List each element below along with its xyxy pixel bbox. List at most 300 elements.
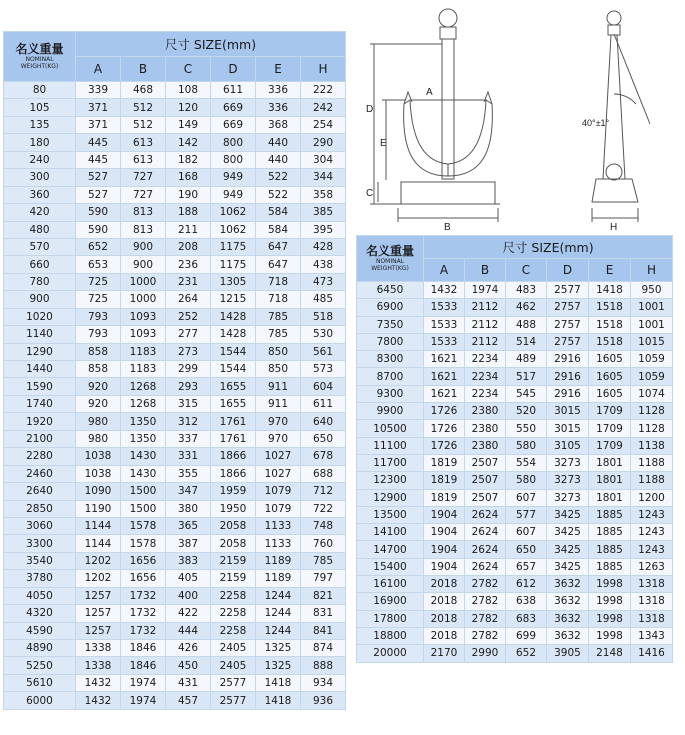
size-cell: 2058	[211, 535, 256, 552]
table-row	[357, 333, 673, 350]
size-cell: 1418	[256, 674, 301, 691]
column-header-b: B	[121, 57, 166, 82]
size-cell: 1885	[589, 506, 631, 523]
size-cell: 211	[166, 221, 211, 238]
size-cell: 208	[166, 238, 211, 255]
size-cell: 331	[166, 448, 211, 465]
size-cell: 1904	[424, 558, 465, 575]
size-cell: 380	[166, 500, 211, 517]
size-cell: 1974	[121, 674, 166, 691]
size-cell: 2258	[211, 587, 256, 604]
size-cell: 785	[256, 326, 301, 343]
size-cell: 1846	[121, 657, 166, 674]
size-cell: 920	[76, 395, 121, 412]
size-cell: 3105	[547, 437, 589, 454]
size-cell: 793	[76, 326, 121, 343]
size-cell: 785	[256, 308, 301, 325]
weight-cell: 6000	[4, 692, 76, 709]
size-cell: 236	[166, 256, 211, 273]
weight-cell: 10500	[357, 420, 424, 437]
size-cell: 1621	[424, 385, 465, 402]
size-cell: 712	[301, 483, 346, 500]
size-cell: 2380	[465, 403, 506, 420]
size-cell: 1709	[589, 403, 631, 420]
size-cell: 1268	[121, 378, 166, 395]
size-cell: 2757	[547, 333, 589, 350]
weight-cell: 105	[4, 99, 76, 116]
size-cell: 934	[301, 674, 346, 691]
table-row	[357, 420, 673, 437]
size-cell: 1656	[121, 570, 166, 587]
weight-cell: 3300	[4, 535, 76, 552]
size-cell: 2112	[465, 299, 506, 316]
size-cell: 440	[256, 134, 301, 151]
size-cell: 1904	[424, 506, 465, 523]
size-cell: 2380	[465, 437, 506, 454]
size-cell: 2624	[465, 541, 506, 558]
table-row	[357, 524, 673, 541]
size-cell: 1079	[256, 500, 301, 517]
size-cell: 444	[166, 622, 211, 639]
weight-header-cn: 名义重量	[365, 244, 414, 258]
size-cell: 3273	[547, 472, 589, 489]
size-cell: 577	[506, 506, 547, 523]
size-cell: 468	[121, 82, 166, 99]
size-cell: 1189	[256, 570, 301, 587]
size-cell: 1432	[76, 674, 121, 691]
size-cell: 678	[301, 448, 346, 465]
size-cell: 573	[301, 361, 346, 378]
size-cell: 1959	[211, 483, 256, 500]
size-cell: 580	[506, 437, 547, 454]
size-cell: 793	[76, 308, 121, 325]
size-cell: 640	[301, 413, 346, 430]
size-cell: 545	[506, 385, 547, 402]
weight-cell: 7350	[357, 316, 424, 333]
size-cell: 669	[211, 99, 256, 116]
column-header-h: H	[631, 259, 673, 282]
weight-cell: 16900	[357, 593, 424, 610]
size-cell: 1726	[424, 420, 465, 437]
weight-cell: 900	[4, 291, 76, 308]
size-cell: 850	[256, 343, 301, 360]
size-cell: 431	[166, 674, 211, 691]
size-cell: 1974	[121, 692, 166, 709]
size-cell: 1074	[631, 385, 673, 402]
size-cell: 727	[121, 169, 166, 186]
size-cell: 1732	[121, 605, 166, 622]
size-cell: 2782	[465, 627, 506, 644]
size-cell: 168	[166, 169, 211, 186]
weight-cell: 3780	[4, 570, 76, 587]
size-cell: 1732	[121, 622, 166, 639]
size-cell: 3425	[547, 558, 589, 575]
size-cell: 428	[301, 238, 346, 255]
size-cell: 2782	[465, 576, 506, 593]
size-cell: 688	[301, 465, 346, 482]
weight-cell: 2640	[4, 483, 76, 500]
size-cell: 1428	[211, 308, 256, 325]
size-cell: 2258	[211, 622, 256, 639]
table-row	[4, 430, 346, 447]
table-row	[4, 465, 346, 482]
table-row	[4, 692, 346, 709]
size-cell: 1950	[211, 500, 256, 517]
size-cell: 264	[166, 291, 211, 308]
size-cell: 1338	[76, 640, 121, 657]
size-cell: 2018	[424, 627, 465, 644]
size-cell: 1726	[424, 437, 465, 454]
size-cell: 800	[211, 151, 256, 168]
table-row	[4, 552, 346, 569]
size-cell: 1533	[424, 316, 465, 333]
size-cell: 2916	[547, 368, 589, 385]
size-cell: 1027	[256, 465, 301, 482]
size-cell: 1188	[631, 454, 673, 471]
weight-cell: 6900	[357, 299, 424, 316]
anchor-right-fluke	[448, 100, 492, 176]
size-cell: 604	[301, 378, 346, 395]
size-cell: 387	[166, 535, 211, 552]
left-table-body	[4, 82, 346, 710]
size-cell: 950	[631, 282, 673, 299]
size-cell: 252	[166, 308, 211, 325]
table-row	[4, 517, 346, 534]
size-cell: 550	[506, 420, 547, 437]
size-cell: 1998	[589, 593, 631, 610]
size-cell: 874	[301, 640, 346, 657]
size-cell: 1244	[256, 605, 301, 622]
size-cell: 2624	[465, 558, 506, 575]
size-cell: 527	[76, 169, 121, 186]
size-cell: 3632	[547, 576, 589, 593]
size-cell: 344	[301, 169, 346, 186]
shackle-body	[440, 27, 456, 39]
size-cell: 2405	[211, 657, 256, 674]
size-cell: 1318	[631, 576, 673, 593]
size-cell: 1343	[631, 627, 673, 644]
size-cell: 888	[301, 657, 346, 674]
size-cell: 242	[301, 99, 346, 116]
table-row	[4, 82, 346, 99]
size-cell: 1709	[589, 420, 631, 437]
size-cell: 188	[166, 204, 211, 221]
size-cell: 1500	[121, 500, 166, 517]
size-cell: 445	[76, 134, 121, 151]
size-cell: 273	[166, 343, 211, 360]
size-cell: 222	[301, 82, 346, 99]
table-row	[357, 541, 673, 558]
size-cell: 383	[166, 552, 211, 569]
side-crown	[592, 179, 638, 202]
size-cell: 2234	[465, 385, 506, 402]
size-cell: 312	[166, 413, 211, 430]
size-cell: 831	[301, 605, 346, 622]
size-cell: 1183	[121, 361, 166, 378]
table-row	[4, 378, 346, 395]
size-cell: 850	[256, 361, 301, 378]
size-cell: 1544	[211, 361, 256, 378]
size-cell: 440	[256, 151, 301, 168]
anchor-left-tip	[404, 92, 412, 104]
size-cell: 2018	[424, 593, 465, 610]
size-cell: 1518	[589, 316, 631, 333]
weight-cell: 11700	[357, 454, 424, 471]
size-cell: 1656	[121, 552, 166, 569]
size-cell: 3425	[547, 506, 589, 523]
weight-cell: 240	[4, 151, 76, 168]
size-cell: 1243	[631, 506, 673, 523]
size-cell: 445	[76, 151, 121, 168]
dim-label-h: H	[610, 222, 618, 232]
column-header-e: E	[589, 259, 631, 282]
shackle-ring	[439, 9, 457, 27]
size-cell: 1243	[631, 524, 673, 541]
side-shank-left	[603, 35, 611, 179]
size-cell: 785	[301, 552, 346, 569]
side-shackle-body	[608, 25, 620, 35]
size-cell: 1761	[211, 413, 256, 430]
size-cell: 1428	[211, 326, 256, 343]
size-cell: 1000	[121, 273, 166, 290]
weight-cell: 2280	[4, 448, 76, 465]
table-row	[357, 593, 673, 610]
size-cell: 517	[506, 368, 547, 385]
column-header-d: D	[211, 57, 256, 82]
size-cell: 2757	[547, 299, 589, 316]
size-cell: 911	[256, 395, 301, 412]
size-cell: 1846	[121, 640, 166, 657]
size-cell: 438	[301, 256, 346, 273]
size-cell: 358	[301, 186, 346, 203]
size-cell: 1175	[211, 238, 256, 255]
weight-cell: 18800	[357, 627, 424, 644]
size-cell: 2405	[211, 640, 256, 657]
size-cell: 1998	[589, 610, 631, 627]
weight-cell: 9900	[357, 403, 424, 420]
size-cell: 485	[301, 291, 346, 308]
dim-label-e: E	[380, 138, 387, 149]
size-cell: 949	[211, 169, 256, 186]
size-cell: 1244	[256, 622, 301, 639]
angle-label: 40°±1°	[582, 118, 610, 128]
size-cell: 858	[76, 361, 121, 378]
size-cell: 1885	[589, 541, 631, 558]
right-spec-table	[356, 235, 673, 663]
weight-header-cn: 名义重量	[15, 42, 64, 56]
size-cell: 3015	[547, 420, 589, 437]
size-cell: 1257	[76, 605, 121, 622]
table-row	[357, 316, 673, 333]
size-cell: 2782	[465, 610, 506, 627]
size-cell: 2112	[465, 316, 506, 333]
size-cell: 518	[301, 308, 346, 325]
size-cell: 760	[301, 535, 346, 552]
column-header-h: H	[301, 57, 346, 82]
anchor-drawing	[356, 4, 674, 232]
size-cell: 980	[76, 430, 121, 447]
weight-cell: 180	[4, 134, 76, 151]
size-cell: 1001	[631, 299, 673, 316]
size-cell: 1350	[121, 413, 166, 430]
size-cell: 652	[506, 645, 547, 662]
size-cell: 3273	[547, 454, 589, 471]
size-cell: 488	[506, 316, 547, 333]
size-cell: 1200	[631, 489, 673, 506]
size-cell: 1243	[631, 541, 673, 558]
size-cell: 1188	[631, 472, 673, 489]
size-cell: 355	[166, 465, 211, 482]
size-cell: 1819	[424, 489, 465, 506]
side-crown-pin	[606, 164, 622, 180]
size-cell: 371	[76, 116, 121, 133]
size-cell: 911	[256, 378, 301, 395]
size-cell: 1418	[589, 282, 631, 299]
size-cell: 3905	[547, 645, 589, 662]
size-cell: 1062	[211, 204, 256, 221]
size-cell: 371	[76, 99, 121, 116]
size-cell: 347	[166, 483, 211, 500]
size-cell: 339	[76, 82, 121, 99]
weight-cell: 135	[4, 116, 76, 133]
table-row	[357, 489, 673, 506]
dim-label-a: A	[426, 87, 433, 98]
weight-header-en-1: NOMINAL	[25, 56, 54, 63]
size-cell: 1079	[256, 483, 301, 500]
weight-cell: 1290	[4, 343, 76, 360]
size-cell: 590	[76, 204, 121, 221]
size-cell: 142	[166, 134, 211, 151]
size-cell: 2507	[465, 454, 506, 471]
size-cell: 1904	[424, 524, 465, 541]
size-cell: 365	[166, 517, 211, 534]
size-cell: 1518	[589, 333, 631, 350]
size-cell: 970	[256, 413, 301, 430]
size-cell: 1866	[211, 448, 256, 465]
table-row	[4, 169, 346, 186]
size-cell: 1655	[211, 395, 256, 412]
size-cell: 315	[166, 395, 211, 412]
size-cell: 1819	[424, 454, 465, 471]
size-cell: 1133	[256, 517, 301, 534]
size-cell: 1175	[211, 256, 256, 273]
weight-header	[357, 236, 424, 282]
size-cell: 970	[256, 430, 301, 447]
size-cell: 149	[166, 116, 211, 133]
weight-cell: 8700	[357, 368, 424, 385]
table-row	[357, 472, 673, 489]
size-cell: 813	[121, 221, 166, 238]
table-row	[357, 282, 673, 299]
size-cell: 1144	[76, 535, 121, 552]
size-cell: 813	[121, 204, 166, 221]
size-cell: 1605	[589, 351, 631, 368]
size-cell: 2380	[465, 420, 506, 437]
size-cell: 1866	[211, 465, 256, 482]
column-header-c: C	[506, 259, 547, 282]
size-cell: 718	[256, 291, 301, 308]
size-cell: 612	[506, 576, 547, 593]
size-cell: 611	[211, 82, 256, 99]
size-cell: 337	[166, 430, 211, 447]
size-cell: 1998	[589, 627, 631, 644]
size-cell: 489	[506, 351, 547, 368]
angle-arc	[614, 94, 636, 104]
size-cell: 1338	[76, 657, 121, 674]
weight-cell: 12900	[357, 489, 424, 506]
size-cell: 304	[301, 151, 346, 168]
size-cell: 512	[121, 116, 166, 133]
table-row	[4, 361, 346, 378]
size-cell: 2018	[424, 610, 465, 627]
weight-cell: 17800	[357, 610, 424, 627]
size-cell: 657	[506, 558, 547, 575]
size-cell: 1001	[631, 316, 673, 333]
table-row	[4, 256, 346, 273]
size-cell: 1015	[631, 333, 673, 350]
table-row	[357, 558, 673, 575]
weight-cell: 2100	[4, 430, 76, 447]
size-cell: 949	[211, 186, 256, 203]
column-header-a: A	[424, 259, 465, 282]
size-cell: 683	[506, 610, 547, 627]
size-cell: 3425	[547, 541, 589, 558]
size-cell: 1432	[76, 692, 121, 709]
size-cell: 1350	[121, 430, 166, 447]
size-cell: 2624	[465, 524, 506, 541]
table-row	[357, 610, 673, 627]
size-cell: 1128	[631, 420, 673, 437]
size-cell: 1578	[121, 517, 166, 534]
size-cell: 1318	[631, 610, 673, 627]
size-cell: 1518	[589, 299, 631, 316]
size-cell: 1027	[256, 448, 301, 465]
size-cell: 1093	[121, 308, 166, 325]
table-row	[4, 238, 346, 255]
size-cell: 920	[76, 378, 121, 395]
weight-cell: 4320	[4, 605, 76, 622]
size-cell: 422	[166, 605, 211, 622]
size-cell: 182	[166, 151, 211, 168]
size-cell: 512	[121, 99, 166, 116]
weight-cell: 2850	[4, 500, 76, 517]
size-cell: 1215	[211, 291, 256, 308]
weight-cell: 3540	[4, 552, 76, 569]
table-row	[357, 437, 673, 454]
table-row	[357, 351, 673, 368]
weight-header	[4, 32, 76, 82]
table-row	[4, 535, 346, 552]
size-cell: 1038	[76, 465, 121, 482]
weight-cell: 12300	[357, 472, 424, 489]
size-cell: 980	[76, 413, 121, 430]
weight-cell: 2460	[4, 465, 76, 482]
size-cell: 462	[506, 299, 547, 316]
size-cell: 900	[121, 256, 166, 273]
size-cell: 3632	[547, 610, 589, 627]
table-row	[4, 448, 346, 465]
size-cell: 725	[76, 273, 121, 290]
weight-cell: 420	[4, 204, 76, 221]
weight-cell: 6450	[357, 282, 424, 299]
size-cell: 1059	[631, 351, 673, 368]
dim-label-d: D	[366, 104, 374, 115]
size-cell: 400	[166, 587, 211, 604]
weight-cell: 9300	[357, 385, 424, 402]
size-cell: 3425	[547, 524, 589, 541]
size-cell: 2258	[211, 605, 256, 622]
size-cell: 522	[256, 169, 301, 186]
